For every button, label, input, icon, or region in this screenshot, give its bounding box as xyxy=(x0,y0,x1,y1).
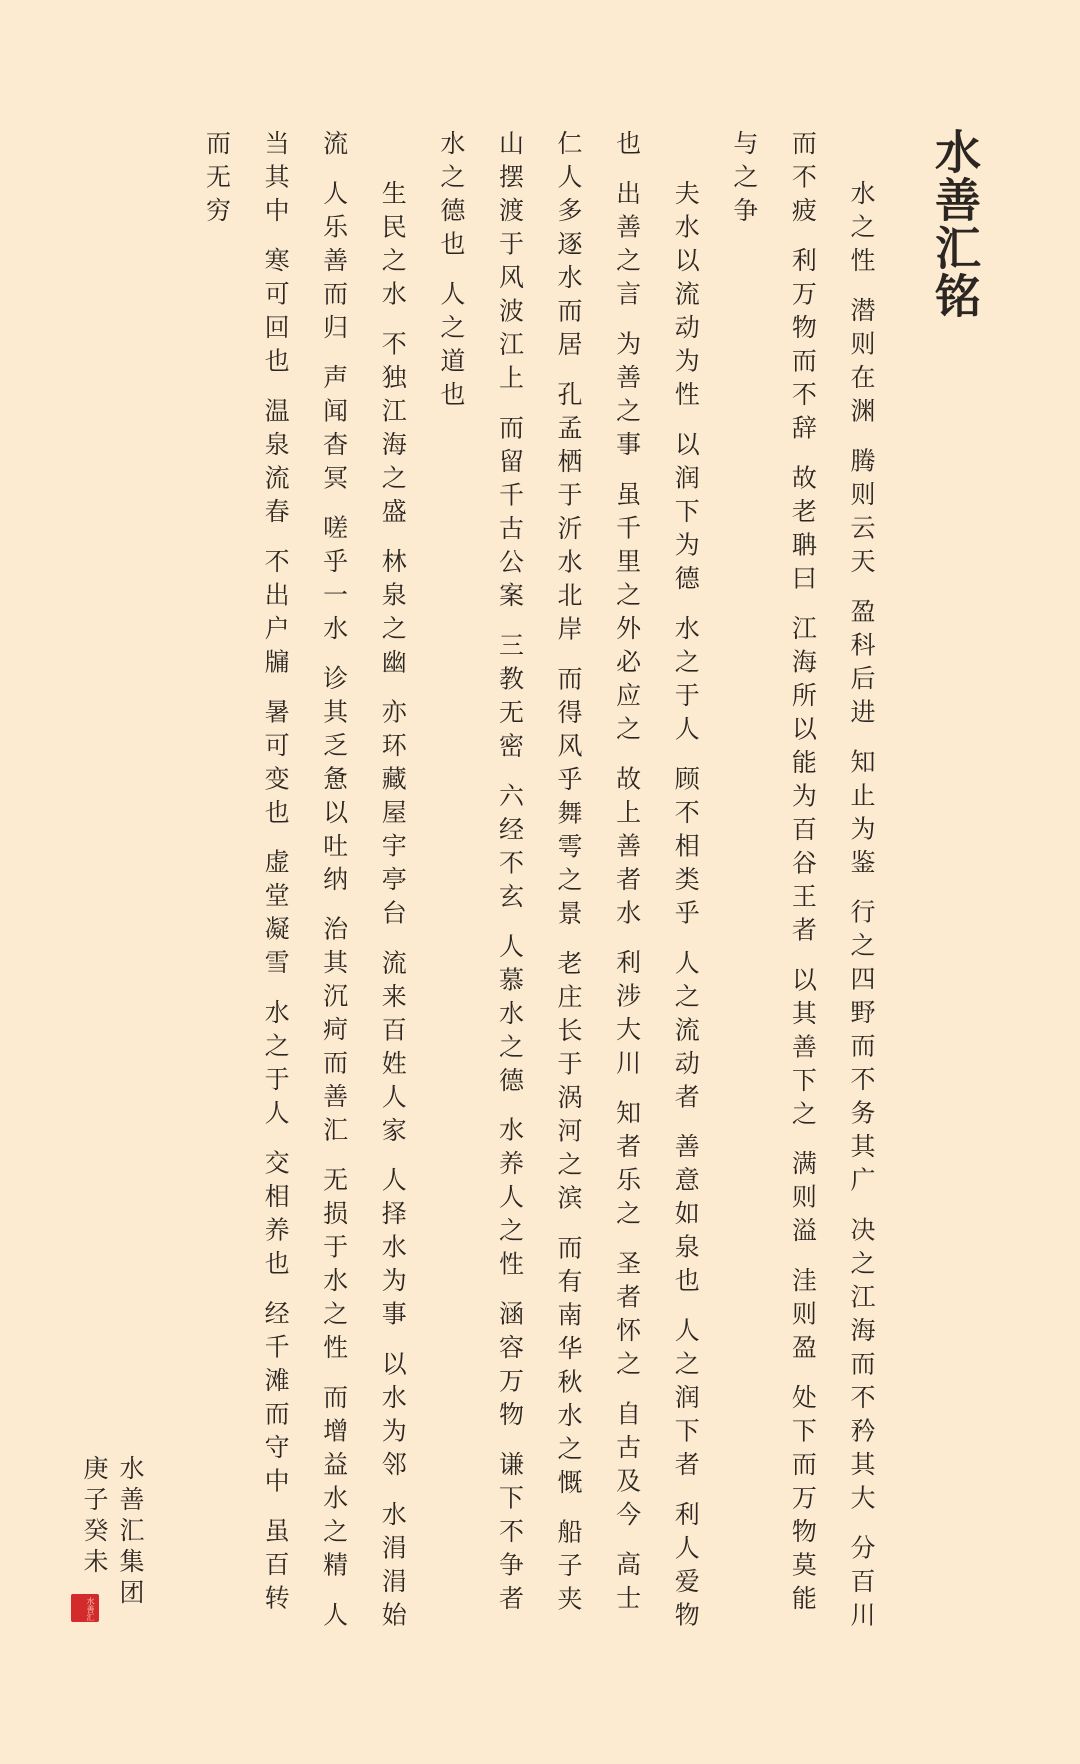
inscription-body xyxy=(192,130,890,1640)
seal-text: 水善汇 xyxy=(86,1597,95,1621)
page-title: 水善汇铭 xyxy=(928,128,982,320)
signature-org: 水善汇集团 xyxy=(116,1455,145,1610)
paragraph-3: 生民之水 不独江海之盛 林泉之幽 亦环藏屋宇亭台 流来百姓人家 人择水为事 以水为邻 水涓涓始流 人乐善而归 声闻杳冥 嗟乎一水 诊其乏惫以吐纳 治其沉疴而善汇 无损于水之性 而增益水之精 人当其中 寒可回也 温泉流春 不出户牖 暑可变也 虚堂凝雪 水之于人 交相养也 经千滩而守中 虽百转而无穷 xyxy=(202,130,408,1636)
signature-date: 庚子癸未 xyxy=(80,1455,109,1579)
paragraph-1: 水之性 潜则在渊 腾则云天 盈科后进 知止为鉴 行之四野而不务其广 决之江海而不矜其大 分百川而不疲 利万物而不辞 故老聃曰 江海所以能为百谷王者 以其善下之 满则溢 洼则盈 处下而万物莫能与之争 xyxy=(729,130,876,1636)
seal-stamp xyxy=(71,1594,99,1622)
paragraph-2: 夫水以流动为性 以润下为德 水之于人 顾不相类乎 人之流动者 善意如泉也 人之润下者 利人爱物也 出善之言 为善之事 虽千里之外必应之 故上善者水 利涉大川 知者乐之 圣者怀之 自古及今 高士仁人多逐水而居 孔孟栖于沂水北岸 而得风乎舞雩之景 老庄长于涡河之滨 而有南华秋水之慨 船子夹山摆渡于风波江上 而留千古公案 三教无密 六经不玄 人慕水之德 水养人之性 涵容万物 谦下不争者 水之德也 人之道也 xyxy=(436,130,701,1636)
